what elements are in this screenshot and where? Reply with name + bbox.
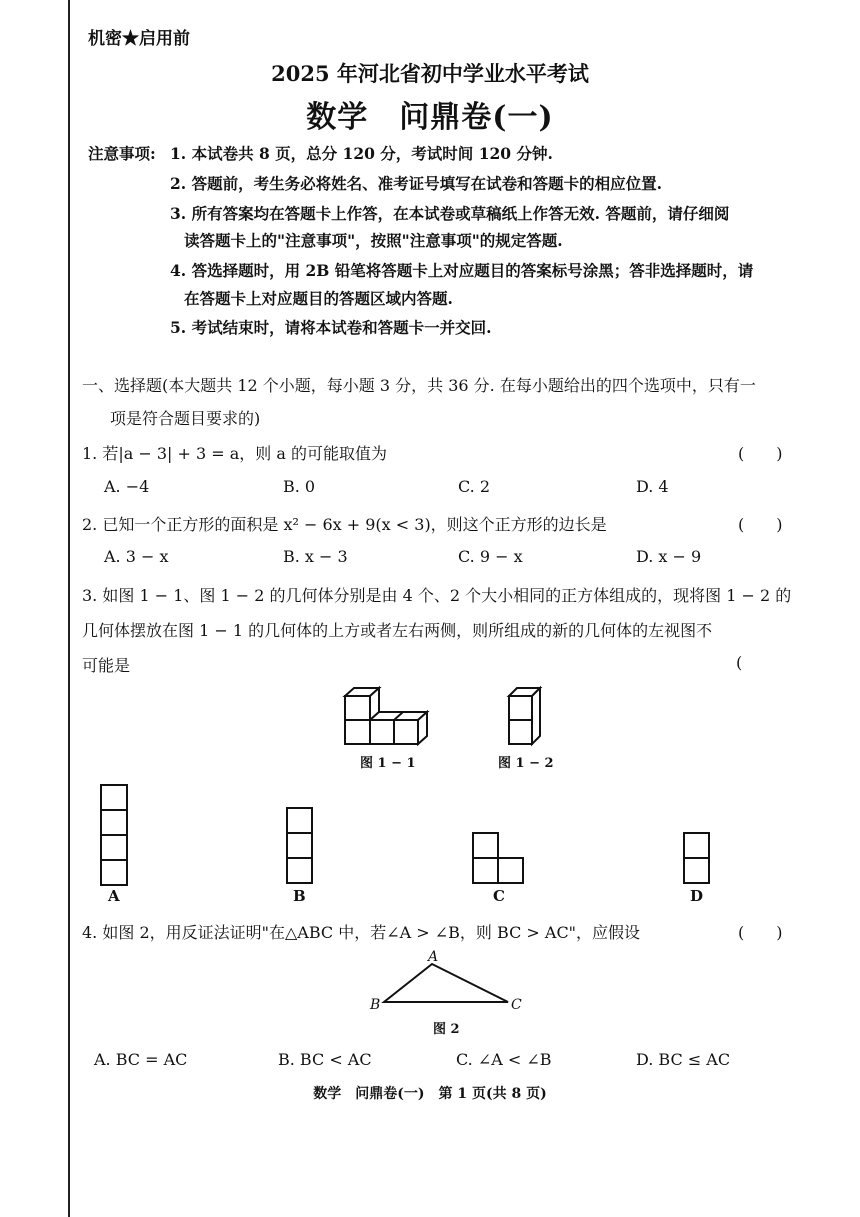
q4-option-c: C. ∠A < ∠B [456,1050,552,1069]
paper-title: 数学 问鼎卷(一) [306,100,554,135]
figure-1-2 [506,686,546,748]
page-footer: 数学 问鼎卷(一) 第 1 页(共 8 页) [313,1086,547,1102]
q3-option-d-view [683,832,711,886]
figure-1-2-caption: 图 1 − 2 [498,756,554,771]
q3-option-a-label: A [108,887,120,905]
q2-option-c: C. 9 − x [458,547,523,566]
question-2-stem: 2. 已知一个正方形的面积是 x² − 6x + 9(x < 3)，则这个正方形的边长是 [82,515,607,534]
question-1-stem: 1. 若|a − 3| + 3 = a，则 a 的可能取值为 [82,444,388,463]
note-item: 5. 考试结束时，请将本试卷和答题卡一并交回. [170,318,492,337]
q1-option-c: C. 2 [458,477,491,496]
figure-1-1-caption: 图 1 − 1 [360,756,416,771]
question-4-stem: 4. 如图 2，用反证法证明"在△ABC 中，若∠A > ∠B，则 BC > AC"，应假设 [82,923,641,942]
vertex-c-label: C [511,997,522,1013]
note-item: 读答题卡上的"注意事项"，按照"注意事项"的规定答题. [184,231,563,250]
note-item: 在答题卡上对应题目的答题区域内答题. [184,289,453,308]
confidential-label: 机密★启用前 [88,29,190,49]
answer-paren: ( ) [738,923,783,942]
q4-option-a: A. BC = AC [94,1050,188,1069]
q1-option-b: B. 0 [283,477,316,496]
binding-line [68,0,70,1217]
exam-title: 2025 年河北省初中学业水平考试 [271,61,589,86]
q3-option-d-label: D [690,887,704,905]
q3-option-c-view [472,832,526,886]
figure-2-triangle [370,950,530,1015]
q4-option-b: B. BC < AC [278,1050,372,1069]
vertex-a-label: A [428,949,439,965]
q3-option-a-view [100,784,130,886]
q2-option-a: A. 3 − x [104,547,169,566]
figure-1-1 [340,686,430,748]
figure-2-caption: 图 2 [433,1022,460,1037]
q1-option-d: D. 4 [636,477,669,496]
section-heading: 一、选择题(本大题共 12 个小题，每小题 3 分，共 36 分. 在每小题给出的四个选项中，只有一 [82,376,756,395]
q2-option-b: B. x − 3 [283,547,348,566]
vertex-b-label: B [370,997,381,1013]
q4-option-d: D. BC ≤ AC [636,1050,731,1069]
q3-option-b-view [286,807,314,885]
question-3-stem-cont: 可能是 [82,656,131,675]
question-3-stem: 3. 如图 1 − 1、图 1 − 2 的几何体分别是由 4 个、2 个大小相同的正方体组成的，现将图 1 − 2 的 [82,586,792,605]
question-3-stem-cont: 几何体摆放在图 1 − 1 的几何体的上方或者左右两侧，则所组成的新的几何体的左视图不 [82,621,713,640]
note-item: 4. 答选择题时，用 2B 铅笔将答题卡上对应题目的答案标号涂黑；答非选择题时，请 [170,261,754,280]
section-heading-cont: 项是符合题目要求的) [110,409,261,428]
note-item: 3. 所有答案均在答题卡上作答，在本试卷或草稿纸上作答无效. 答题前，请仔细阅 [170,204,730,223]
q1-option-a: A. −4 [104,477,150,496]
q3-option-c-label: C [493,887,505,905]
note-item: 1. 本试卷共 8 页，总分 120 分，考试时间 120 分钟. [170,144,553,163]
answer-paren: ( ) [738,444,783,463]
q3-option-b-label: B [293,887,306,905]
answer-paren: ( ) [738,515,783,534]
q2-option-d: D. x − 9 [636,547,702,566]
answer-paren: ( [736,653,743,672]
note-item: 2. 答题前，考生务必将姓名、准考证号填写在试卷和答题卡的相应位置. [170,174,662,193]
notes-heading: 注意事项: [88,144,156,163]
